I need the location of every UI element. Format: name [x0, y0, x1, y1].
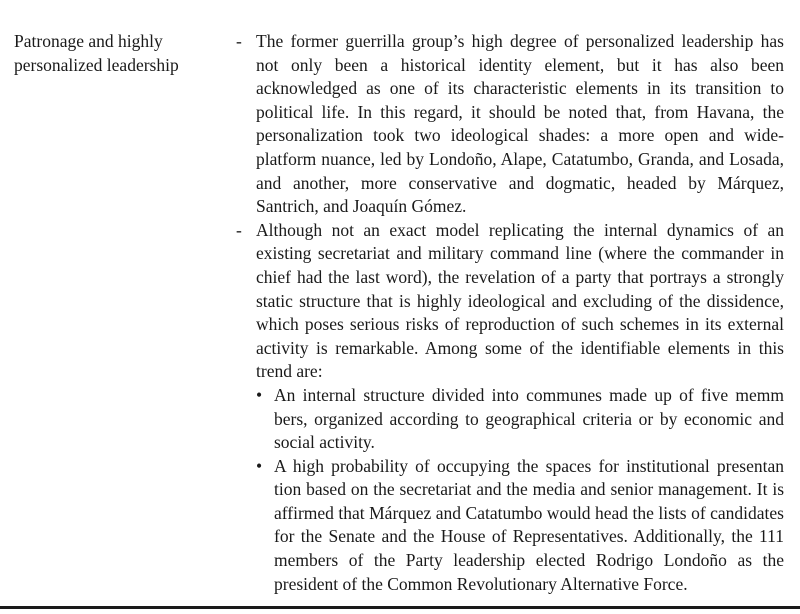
bullet-marker: •: [256, 455, 263, 476]
bullet-marker: •: [256, 384, 263, 405]
bullet-item-1: [236, 384, 784, 455]
row-label: Patronage and highly personalized leadership: [14, 31, 179, 75]
row-content: [236, 30, 784, 596]
bullet-list: [236, 384, 784, 596]
dash-item-text: The former guerrilla group’s high degree of personalized leadership has not only been a historical identity element, but it has also been acknowledged as one of its characteristic elements in its transition to political life. In this regard, it should be noted that, from Havana, the personalization took two ideological shades: a more open and wide-platform nuance, led by Londoño, Alape, Catatumbo, Granda, and Losada, and another, more conservative and dogmatic, headed by Márquez, Santrich, and Joaquín Gómez.: [256, 31, 784, 217]
dash-item-2: [236, 219, 784, 384]
dash-marker: -: [236, 31, 242, 51]
dash-item-text: Although not an exact model replicating the internal dynamics of an existing secretariat and military command line (where the commander in chief had the last word), the revelation of a party that portrays a strongly static structure that is highly ideological and excluding of the dissidence, which poses serious risks of reproduction of such schemes in its external activity is remarkable. Among some of the identifiable elements in this trend are:: [256, 219, 784, 382]
table-bottom-rule: [0, 606, 800, 609]
bullet-item-text: An internal structure divided into communes made up of five memm bers, organized according to geographical criteria or by economic and social activity.: [274, 384, 784, 453]
dash-marker: -: [236, 219, 242, 240]
dash-item-1: [236, 30, 784, 219]
bullet-item-text: A high probability of occupying the spaces for institutional presentan tion based on the secretariat and the media and senior management. It is affirmed that Márquez and Catatumbo would head the lists of candidates for the Senate and the House of Representatives. Additionally, the 111 members of the Party leadership elected Rodrigo Londoño as the president of the Common Revolutionary Alternative Force.: [274, 455, 784, 594]
bullet-item-2: [236, 455, 784, 597]
